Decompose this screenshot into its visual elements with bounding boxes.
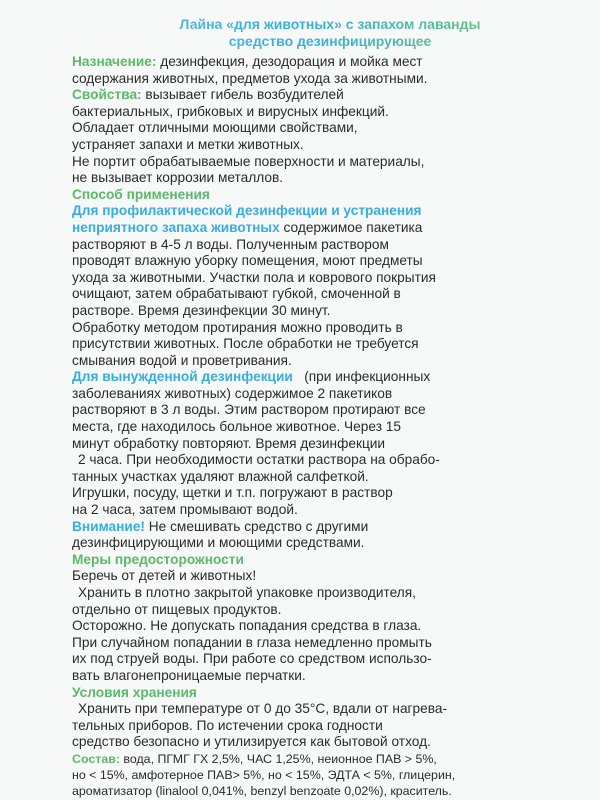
product-subtitle: средство дезинфицирующее bbox=[120, 33, 540, 50]
method-heading: Способ применения bbox=[72, 186, 210, 202]
properties-text-1: вызывает гибель возбудителей bbox=[141, 87, 344, 103]
forced-line: танных участках удаляют влажной салфеткой. bbox=[72, 468, 369, 484]
forced-line: Игрушки, посуду, щетки и т.п. погружают в раствор bbox=[72, 485, 393, 501]
prophylactic-line: растворяют в 4-5 л воды. Полученным раствором bbox=[72, 236, 389, 252]
forced-text-1: (при инфекционных bbox=[292, 369, 431, 385]
precautions-line: При случайном попадании в глаза немедленно промыть bbox=[72, 634, 432, 650]
composition-block bbox=[72, 751, 592, 799]
properties-line bbox=[72, 87, 592, 104]
forced-line: на 2 часа, затем промывают водой. bbox=[72, 502, 298, 518]
purpose-text-2: содержания животных, предметов ухода за животными. bbox=[72, 70, 428, 86]
storage-line: средство безопасно и утилизируется как бытовой отход. bbox=[72, 734, 431, 750]
attention-text-1: Не смешивать средство с другими bbox=[144, 518, 369, 534]
forced-line bbox=[72, 369, 592, 386]
properties-label: Свойства: bbox=[72, 87, 142, 103]
forced-line: минут обработку повторяют. Время дезинфекции bbox=[72, 435, 386, 451]
properties-line: не вызывает коррозии металлов. bbox=[72, 170, 284, 186]
precautions-line: Беречь от детей и животных! bbox=[72, 568, 257, 584]
attention-line bbox=[72, 519, 592, 536]
precautions-line: отдельно от пищевых продуктов. bbox=[72, 601, 282, 617]
forced-line: заболеваниях животных) содержимое 2 пакетиков bbox=[72, 385, 393, 401]
composition-line: ароматизатор (linalool 0,041%, benzyl benzoate 0,02%), краситель. bbox=[72, 783, 452, 798]
attention-text-2: дезинфицирующими и моющими средствами. bbox=[72, 535, 365, 551]
forced-line: растворяют в 3 л воды. Этим раствором протирают все bbox=[72, 402, 426, 418]
prophylactic-heading-2: неприятного запаха животных bbox=[72, 219, 280, 235]
instructions-body bbox=[72, 54, 592, 799]
properties-line: устраняет запахи и метки животных. bbox=[72, 136, 304, 152]
composition-line: но < 15%, амфотерное ПАВ> 5%, но < 15%, ЭДТА < 5%, глицерин, bbox=[72, 767, 456, 782]
attention-label: Внимание! bbox=[72, 518, 145, 534]
precautions-line: их под струей воды. При работе со средством использо- bbox=[72, 651, 432, 667]
properties-line: бактериальных, грибковых и вирусных инфекций. bbox=[72, 103, 389, 119]
precautions-line: Осторожно. Не допускать попадания средства в глаза. bbox=[72, 618, 422, 634]
forced-heading: Для вынужденной дезинфекции bbox=[72, 369, 293, 385]
prophylactic-line bbox=[72, 220, 592, 237]
properties-line: Обладает отличными моющими свойствами, bbox=[72, 120, 358, 136]
prophylactic-line: присутствии животных. После обработки не требуется bbox=[72, 336, 419, 352]
forced-line: 2 часа. При необходимости остатки раствора на обрабо- bbox=[78, 452, 440, 468]
precautions-heading: Меры предосторожности bbox=[72, 551, 244, 567]
composition-line bbox=[72, 751, 592, 767]
prophylactic-line: проводят влажную уборку помещения, моют предметы bbox=[72, 253, 423, 269]
header bbox=[120, 16, 540, 50]
precautions-line: Хранить в плотно закрытой упаковке производителя, bbox=[78, 585, 416, 600]
prophylactic-line: ухода за животными. Участки пола и коврового покрытия bbox=[72, 269, 436, 285]
storage-line: Хранить при температуре от 0 до 35°С, вдали от нагрева- bbox=[78, 701, 448, 717]
forced-line: места, где находилось больное животное. Через 15 bbox=[72, 419, 402, 435]
prophylactic-text-1: содержимое пакетика bbox=[279, 219, 423, 235]
composition-text-1: вода, ПГМГ ГХ 2,5%, ЧАС 1,25%, неионное ПАВ > 5%, bbox=[119, 751, 437, 766]
prophylactic-line: очищают, затем обрабатывают губкой, смоченной в bbox=[72, 286, 401, 302]
storage-heading: Условия хранения bbox=[72, 684, 197, 700]
product-title: Лайна «для животных» с запахом лаванды bbox=[120, 16, 540, 33]
storage-line: тельных приборов. По истечении срока годности bbox=[72, 717, 383, 733]
purpose-line bbox=[72, 54, 592, 71]
prophylactic-line: Обработку методом протирания можно проводить в bbox=[72, 319, 403, 335]
prophylactic-line: растворе. Время дезинфекции 30 минут. bbox=[72, 302, 331, 318]
prophylactic-heading-1: Для профилактической дезинфекции и устранения bbox=[72, 203, 422, 219]
properties-line: Не портит обрабатываемые поверхности и материалы, bbox=[72, 153, 425, 169]
composition-label: Состав: bbox=[72, 751, 120, 766]
prophylactic-line: смывания водой и проветривания. bbox=[72, 352, 292, 368]
purpose-label: Назначение: bbox=[72, 54, 157, 69]
precautions-line: вать влагонепроницаемые перчатки. bbox=[72, 667, 306, 683]
purpose-text-1: дезинфекция, дезодорация и мойка мест bbox=[156, 54, 423, 69]
